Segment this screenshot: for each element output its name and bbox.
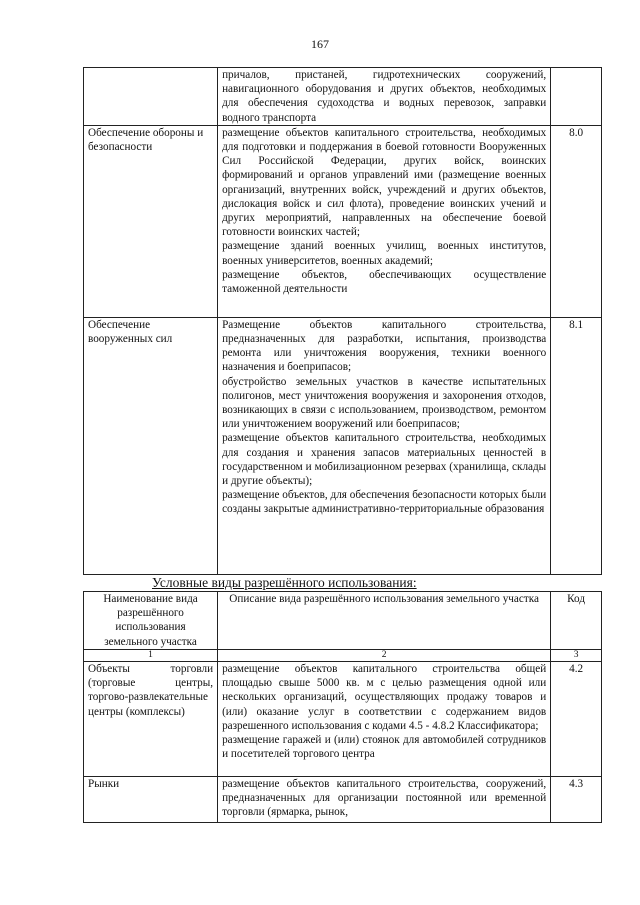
table-header-row <box>84 592 602 650</box>
header-code: Код <box>551 592 602 650</box>
use-name-cell: Обеспечение обороны и безопасности <box>84 125 218 317</box>
use-code-cell: 8.1 <box>551 317 602 574</box>
header-description: Описание вида разрешённого использования земельного участка <box>218 592 551 650</box>
permitted-use-table-continued <box>83 67 602 575</box>
use-description-cell: размещение объектов капитального строительства, необходимых для подготовки и поддержания в боевой готовности Вооруженных Сил Российской Федерации, других войск, воинских формирований и органов управлений ими (размещение военных организаций, внутренних войск, учреждений и других объектов, дислокация войск и сил флота), проведение воинских учений и других мероприятий, направленных на обеспечение боевой готовности воинских частей; размещение зданий военных училищ, военных институтов, военных университетов, военных академий; размещение объектов, обеспечивающих осуществление таможенной деятельности <box>218 125 551 317</box>
use-code-cell: 4.3 <box>551 777 602 823</box>
use-code-cell: 8.0 <box>551 125 602 317</box>
use-name-cell: Рынки <box>84 777 218 823</box>
use-description-cell: Размещение объектов капитального строительства, предназначенных для разработки, испытания, производства ремонта или уничтожения вооружения, техники военного назначения и боеприпасов; обустройство земельных участков в качестве испытательных полигонов, мест уничтожения вооружения и захоронения отходов, возникающих в связи с использованием, производством, ремонтом или уничтожением вооружений или боеприпасов; размещение объектов капитального строительства, необходимых для создания и хранения запасов материальных ценностей в государственном и мобилизационном резервах (хранилища, склады и другие объекты); размещение объектов, для обеспечения безопасности которых были созданы закрытые административно-территориальные образования <box>218 317 551 574</box>
use-name-cell <box>84 68 218 126</box>
table-row <box>84 662 602 777</box>
use-name-cell: Обеспечение вооруженных сил <box>84 317 218 574</box>
conditional-use-table <box>83 591 602 823</box>
table-row <box>84 777 602 823</box>
table-row <box>84 317 602 574</box>
header-name: Наименование вида разрешённого использования земельного участка <box>84 592 218 650</box>
column-number-row <box>84 650 602 662</box>
table-row <box>84 125 602 317</box>
column-number: 2 <box>218 650 551 662</box>
use-description-cell: размещение объектов капитального строительства, сооружений, предназначенных для организации постоянной или временной торговли (ярмарка, рынок, <box>218 777 551 823</box>
section-title: Условные виды разрешённого использования: <box>152 575 417 590</box>
column-number: 1 <box>84 650 218 662</box>
use-description-cell: причалов, пристаней, гидротехнических сооружений, навигационного оборудования и других объектов, необходимых для обеспечения судоходства и водных перевозок, заправки водного транспорта <box>218 68 551 126</box>
use-code-cell <box>551 68 602 126</box>
page-number: 167 <box>311 37 329 51</box>
use-name-cell: Объекты торговли (торговые центры, торгово-развлекательные центры (комплексы) <box>84 662 218 777</box>
column-number: 3 <box>551 650 602 662</box>
use-description-cell: размещение объектов капитального строительства общей площадью свыше 5000 кв. м с целью размещения одной или нескольких организаций, осуществляющих продажу товаров и (или) оказание услуг в соответствии с содержанием видов разрешенного использования с кодами 4.5 - 4.8.2 Классификатора; размещение гаражей и (или) стоянок для автомобилей сотрудников и посетителей торгового центра <box>218 662 551 777</box>
use-code-cell: 4.2 <box>551 662 602 777</box>
table-row <box>84 68 602 126</box>
